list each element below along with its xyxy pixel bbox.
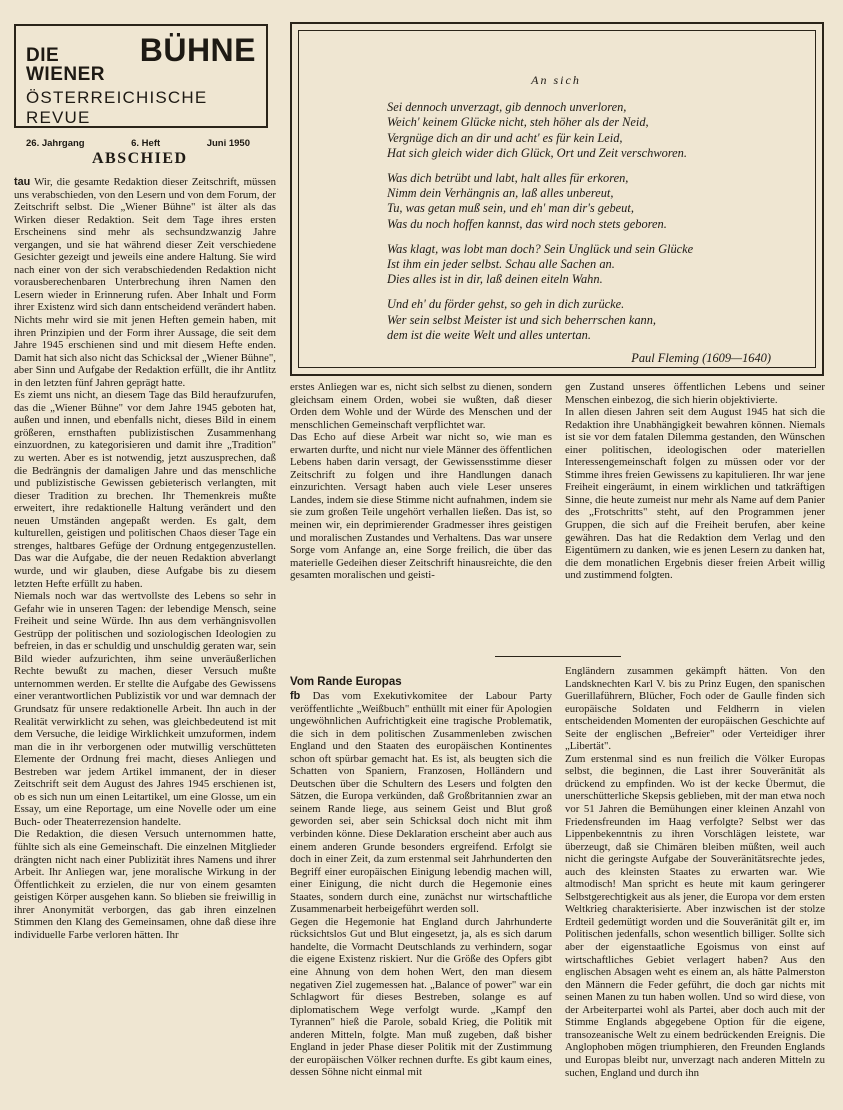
issue-info xyxy=(26,138,256,149)
paragraph: gen Zustand unseres öffentlichen Lebens und seiner Menschen einbezog, die sich hierin objektivierte. xyxy=(565,381,825,406)
paragraph xyxy=(290,690,552,916)
poem-line: Wer sein selbst Meister ist und sich beherrschen kann, xyxy=(387,312,656,327)
paragraph: Gegen die Hegemonie hat England durch Jahrhunderte rücksichtslos Gut und Blut eingesetzt, ja, als es sich darum handelte, die Vormacht Deutschlands zu verhindern, sogar die eigene Existenz riskiert. Nur die Größe des Opfers gibt eine Ahnung von dem hohen Wert, den man diesem negativen Ziel zugemessen hat. „Balance of power" war ein Schlagwort für dieses Bestreben, solange es auf diplomatischem Wege verfolgt wurde. „Kampf den Tyrannen" hieß die Parole, sobald Krieg, die Politik mit anderen Mitteln, folgte. Man muß zugeben, daß bisher England in jeder Phase dieser Politik mit der Zustimmung der europäischen Völker rechnen durfte. Es gibt kaum eines, dessen Söhne nicht einmal mit xyxy=(290,915,552,1079)
poem-line: Sei dennoch unverzagt, gib dennoch unverloren, xyxy=(387,100,627,115)
paragraph: Es ziemt uns nicht, an diesem Tage das Bild heraufzurufen, das die „Wiener Bühne" vor dem Jahre 1945 geboten hat, außen und innen, und ebenfalls nicht, dieses Bild in einem größeren, ernsthaften publizistischen Zusammenhang einzuordnen, zu kategorisieren und damit ihre „Tradition" zu werten. Aber es ist notwendig, jetzt auszusprechen, daß die Bedrängnis der damaligen Jahre und das menschliche und publizistische Gewissen gebieterisch verlangten, mit dieser Tradition zu brechen. Ihr Themenkreis mußte erweitert, ihre redaktionelle Haltung verändert und den neuen Umständen angepaßt werden. Es galt, dem kulturellen, geistigen und politischen Chaos dieser Tage ein strenges, haltbares Gefüge der Ordnung entgegenzustellen. Das war die Aufgabe, die der neuen Redaktion abverlangt wurde, und wir glauben, diese Aufgabe bis zu diesem letzten Hefte erfüllt zu haben. xyxy=(14,389,276,590)
poem-line: dem ist die weite Welt und alles untertan. xyxy=(387,327,591,342)
poem-line: Was klagt, was lobt man doch? Sein Unglück und sein Glücke xyxy=(387,241,694,256)
paragraph xyxy=(14,176,276,389)
poem-stanza-4 xyxy=(387,297,785,343)
paragraph: erstes Anliegen war es, nicht sich selbst zu dienen, sondern gleichsam einem Orden, wobei sie wußten, daß dieser Orden dem Wohle und der Würde des Menschen und der menschlichen Gemeinschaft verpflichtet war. xyxy=(290,381,552,431)
masthead-die-wiener: DIE WIENER xyxy=(26,45,105,85)
poem-stanza-2 xyxy=(387,171,785,232)
poem-line: Nimm dein Verhängnis an, laß alles unbereut, xyxy=(387,186,614,201)
author-initials: tau xyxy=(14,176,31,188)
poem-line: Tu, was getan muß sein, und eh' man dir's gebeut, xyxy=(387,201,634,216)
poem-line: Vergnüge dich an dir und acht' es für kein Leid, xyxy=(387,130,623,145)
headline-abschied: ABSCHIED xyxy=(92,150,188,167)
paragraph-text: Das vom Exekutivkomitee der Labour Party veröffentlichte „Weißbuch" enthüllt mit einer für Apologien ungewöhnlichen Aufrichtigkeit eine tragische Problematik, die sich in dem politischen Zusammenleben zwischen England und den Staaten des europäischen Kontinentes schon oft spürbar gemacht hat. Es ist, als beugten sich die Schatten von Spaniern, Franzosen, Holländern und Deutschen über die Schultern des Lesers und folgten den Sätzen, die Europa verkünden, daß Großbritannien zwar an seinem Rande liege, aus seinem Geist und Blut groß geworden sei, aber sein Schicksal doch nicht mit ihm verbinden könne. Diese Deklaration erscheint aber auch aus einem anderen Grunde besonders ergreifend. Erfolgt sie doch in einer Zeit, da zum erstenmal seit Jahrhunderten den Begriff einer europäischen Einigung lebendig machen will, einer Einigung, die nicht durch die Hegemonie eines Staates, sondern durch eine, zunächst nur wirtschaftliche Zusammenarbeit herbeigeführt werden soll. xyxy=(290,690,553,916)
poem-line: Weich' keinem Glücke nicht, steh höher als der Neid, xyxy=(387,115,649,130)
issue-year: 26. Jahrgang xyxy=(26,138,85,149)
paragraph: Die Redaktion, die diesen Versuch unternommen hatte, fühlte sich als eine Gemeinschaft. Die einzelnen Mitglieder drängten nicht nach einer Publizität ihres Namens und ihrer Arbeit. Ihr Anliegen war, jene moralische Wirkung in der Öffentlichkeit zu erzielen, die nur von einem gesamten geistigen Körper ausgehen kann. So blieben sie freiwillig in ihrer Anonymität verborgen, das gab ihren einzelnen Stimmen den Klang des Gemeinsamen, ohne daß diese ihre individuelle Farbe verloren hätten. Ihr xyxy=(14,828,276,941)
author-initials: fb xyxy=(290,690,301,702)
poem-inner xyxy=(298,30,816,368)
issue-number: 6. Heft xyxy=(131,138,161,149)
poem-line: Was dich betrübt und labt, halt alles für erkoren, xyxy=(387,171,629,186)
poem-stanza-1 xyxy=(387,100,785,161)
section-divider xyxy=(495,656,621,657)
poem-title: An sich xyxy=(531,73,581,87)
masthead-buehne: BÜHNE xyxy=(139,32,256,68)
masthead-subtitle: ÖSTERREICHISCHE REVUE xyxy=(26,88,208,127)
poem-author: Paul Fleming (1609—1640) xyxy=(631,351,771,366)
paragraph: In allen diesen Jahren seit dem August 1945 hat sich die Redaktion ihre Unabhängigkeit bewahren können. Niemals ist sie vor dem fatalen Dilemma gestanden, den Wünschen einer politischen, ideologischen oder materiellen Interessengemeinschaft folgen zu müssen oder vor der Stimme ihres freien Gewissens zu kapitulieren. Ihr war jene Freiheit eingeräumt, in einem wirklichen und tatkräftigen Sinne, die heute zumeist nur mehr als Name auf dem Panier des „Frotschritts" steht, auf den Programmen jener Gruppen, die sich auf die Freiheit berufen, aber keine gewähren. Das hat die Redaktion dem Verlag und den Eigentümern zu danken, wie es jenen Lesern zu danken hat, die dem monatlichen Ergebnis dieser freien Arbeit willig und zustimmend folgten. xyxy=(565,406,825,582)
poem-stanza-3 xyxy=(387,242,785,288)
masthead-title xyxy=(26,34,256,84)
poem-box xyxy=(290,22,824,376)
poem-line: Und eh' du förder gehst, so geh in dich zurücke. xyxy=(387,297,625,312)
article-europa-col-right xyxy=(565,665,825,1079)
paragraph: Zum erstenmal sind es nun freilich die Völker Europas selbst, die beginnen, die Last ihrer Souveränität als drückend zu empfinden. Wo ist der kecke Übermut, die unerschütterliche Skepsis geblieben, mit der man etwa noch vor 51 Jahren die Bemühungen einer kleinen Anzahl von Friedensfreunden im Haag verfolgte? Selbst wer das Lippenbekenntnis zu ihren Vorschlägen leistete, war überzeugt, daß sie Chimären bleiben müßten, weil auch nicht die geringste Aufgabe der Souveränitätsrechte jedes, auch des kleinsten Staates zu erwarten war. Wie altmodisch! Man spricht es heute mit kaum geringerer Selbstgerechtigkeit aus als jener, die Europa vor dem ersten Weltkrieg charakterisierte. Aber inzwischen ist der stolze Erdteil gedemütigt worden und die Souveränität gilt er, im Politischen jedenfalls, schon wesentlich billiger. Sollte sich aber der eigenstaatliche Egoismus von einst auf wirtschaftliches Gebiet verlagert haben? Aus den englischen Absagen weht es einem an, als hätte Palmerston den Männern die Feder geführt, die doch gar nichts mit seinen Manen zu tun haben wollen. Und so wird diese, von der Arbeiterpartei wohl als Partei, aber doch auch mit der Stimme Englands abgegebene Option für die eigene, transozeanische Welt zu einem bedrückenden Ereignis. Die Anglophoben mögen triumphieren, den Freunden Englands und Europas bleibt nur, unverzagt nach anderen Mitteln zu suchen, England und durch ihn xyxy=(565,752,825,1079)
paragraph: Das Echo auf diese Arbeit war nicht so, wie man es erwarten durfte, und nicht nur viele Männer des öffentlichen Lebens haben darin versagt, der Gewissensstimme dieser Zeitschrift zu folgen und ihre Handlungen danach einzurichten. Versagt haben auch viele Leser unseres Landes, indem sie diese Stimme nicht aufnahmen, indem sie sie zum großen Teile ungehört verhallen ließen. Das ist, so meinen wir, ein deprimierender Gradmesser ihres geistigen und moralischen Zustandes und Verhaltens. Das war unsere Sorge vom Anfange an, eine Sorge freilich, die über das materielle Gedeihen dieser Zeitschrift hinausreichte, die den gesamten moralischen und geisti- xyxy=(290,431,552,582)
article-europa-col-mid xyxy=(290,690,552,1079)
masthead xyxy=(14,24,268,149)
paragraph: Engländern zusammen gekämpft hätten. Von den Landsknechten Karl V. bis zu Prinz Eugen, den spanischen Guerillaführern, Blücher, Foch oder de Gaulle finden sich europäische Soldaten und Feldherrn in vielen entscheidenden Momenten der europäischen Geschichte auf Seite der englischen „Befreier" oder Verteidiger ihrer „Libertät". xyxy=(565,665,825,753)
headline-vom-rande-europas: Vom Rande Europas xyxy=(290,676,402,688)
poem-line: Dies alles ist in dir, laß deinen eiteln Wahn. xyxy=(387,272,603,287)
poem-line: Was du noch hoffen kannst, das wird noch stets geboren. xyxy=(387,216,667,231)
poem-line: Ist ihm ein jeder selbst. Schau alle Sachen an. xyxy=(387,257,615,272)
article-abschied-col-left xyxy=(14,176,276,941)
poem-line: Hat sich gleich wider dich Glück, Ort und Zeit verschworen. xyxy=(387,145,687,160)
paragraph-text: Wir, die gesamte Redaktion dieser Zeitschrift, müssen uns verabschieden, von den Lesern und von dem Forum, der Zeitschrift selbst. Die „Wiener Bühne" ist älter als das Wirken dieser Redaktion. Seit dem Tage ihres ersten Erscheinens sind mehr als sechsundzwanzig Jahre vergangen, und sie hat während dieser Zeit verschiedene Gesichter gezeigt und jeweils eine andere Haltung. Sie wird nach einer von der sich verabschiedenden Redaktion nicht vorausberechenbaren Unterbrechung ihren Namen den Lesern wieder in Erinnerung rufen. Aber Inhalt und Form ihrer Existenz wird sich dann entscheidend verändert haben. Nichts mehr wird sie mit jenen Heften gemein haben, mit ihren Prinzipien und der Form ihrer Aussage, die seit dem Jahre 1945 erschienen sind und mit diesem Hefte enden. Damit hat sich also nicht das Schicksal der „Wiener Bühne", aber Sinn und Aufgabe der Redaktion erfüllt, die ihr Antlitz in den letzten fünf Jahren geprägt hatte. xyxy=(14,176,276,389)
article-abschied-col-mid xyxy=(290,381,552,582)
paragraph: Niemals noch war das wertvollste des Lebens so sehr in Gefahr wie in unseren Tagen: der lebendige Mensch, seine Freiheit und seine Würde. Ihn aus dem verhängnisvollen Gestrüpp der politischen und soziologischen Ideologien zu befreien, in das er schuldig und unschuldig geraten war, sein Bild wieder aufzurichten, ihm seine unveräußerlichen Rechte bewußt zu machen, dieser Versuch mußte unternommen werden. Er stellte die Aufgabe des Gewissens einer verantwortlichen Publizistik vor und war demnach der Grundsatz für unsere redaktionelle Arbeit. Ihn auch in der Realität verwirklicht zu sehen, was gleichbedeutend ist mit dem Versuche, die leidige Wirklichkeit umzuformen, indem man die in ihr verborgenen oder mutwillig verschütteten Elemente der Ordnung frei macht, dieses Anliegen und Bestreben war jedem Artikel immanent, der in dieser Zeitschrift seit dem August des Jahres 1945 erschienen ist, ob es sich nun um einen Leitartikel, um eine Glosse, um ein Essay, um eine Reportage, um eine Novelle oder um eine Buch- oder Theaterrezension handelte. xyxy=(14,590,276,828)
issue-date: Juni 1950 xyxy=(206,138,250,149)
article-abschied-col-right xyxy=(565,381,825,582)
